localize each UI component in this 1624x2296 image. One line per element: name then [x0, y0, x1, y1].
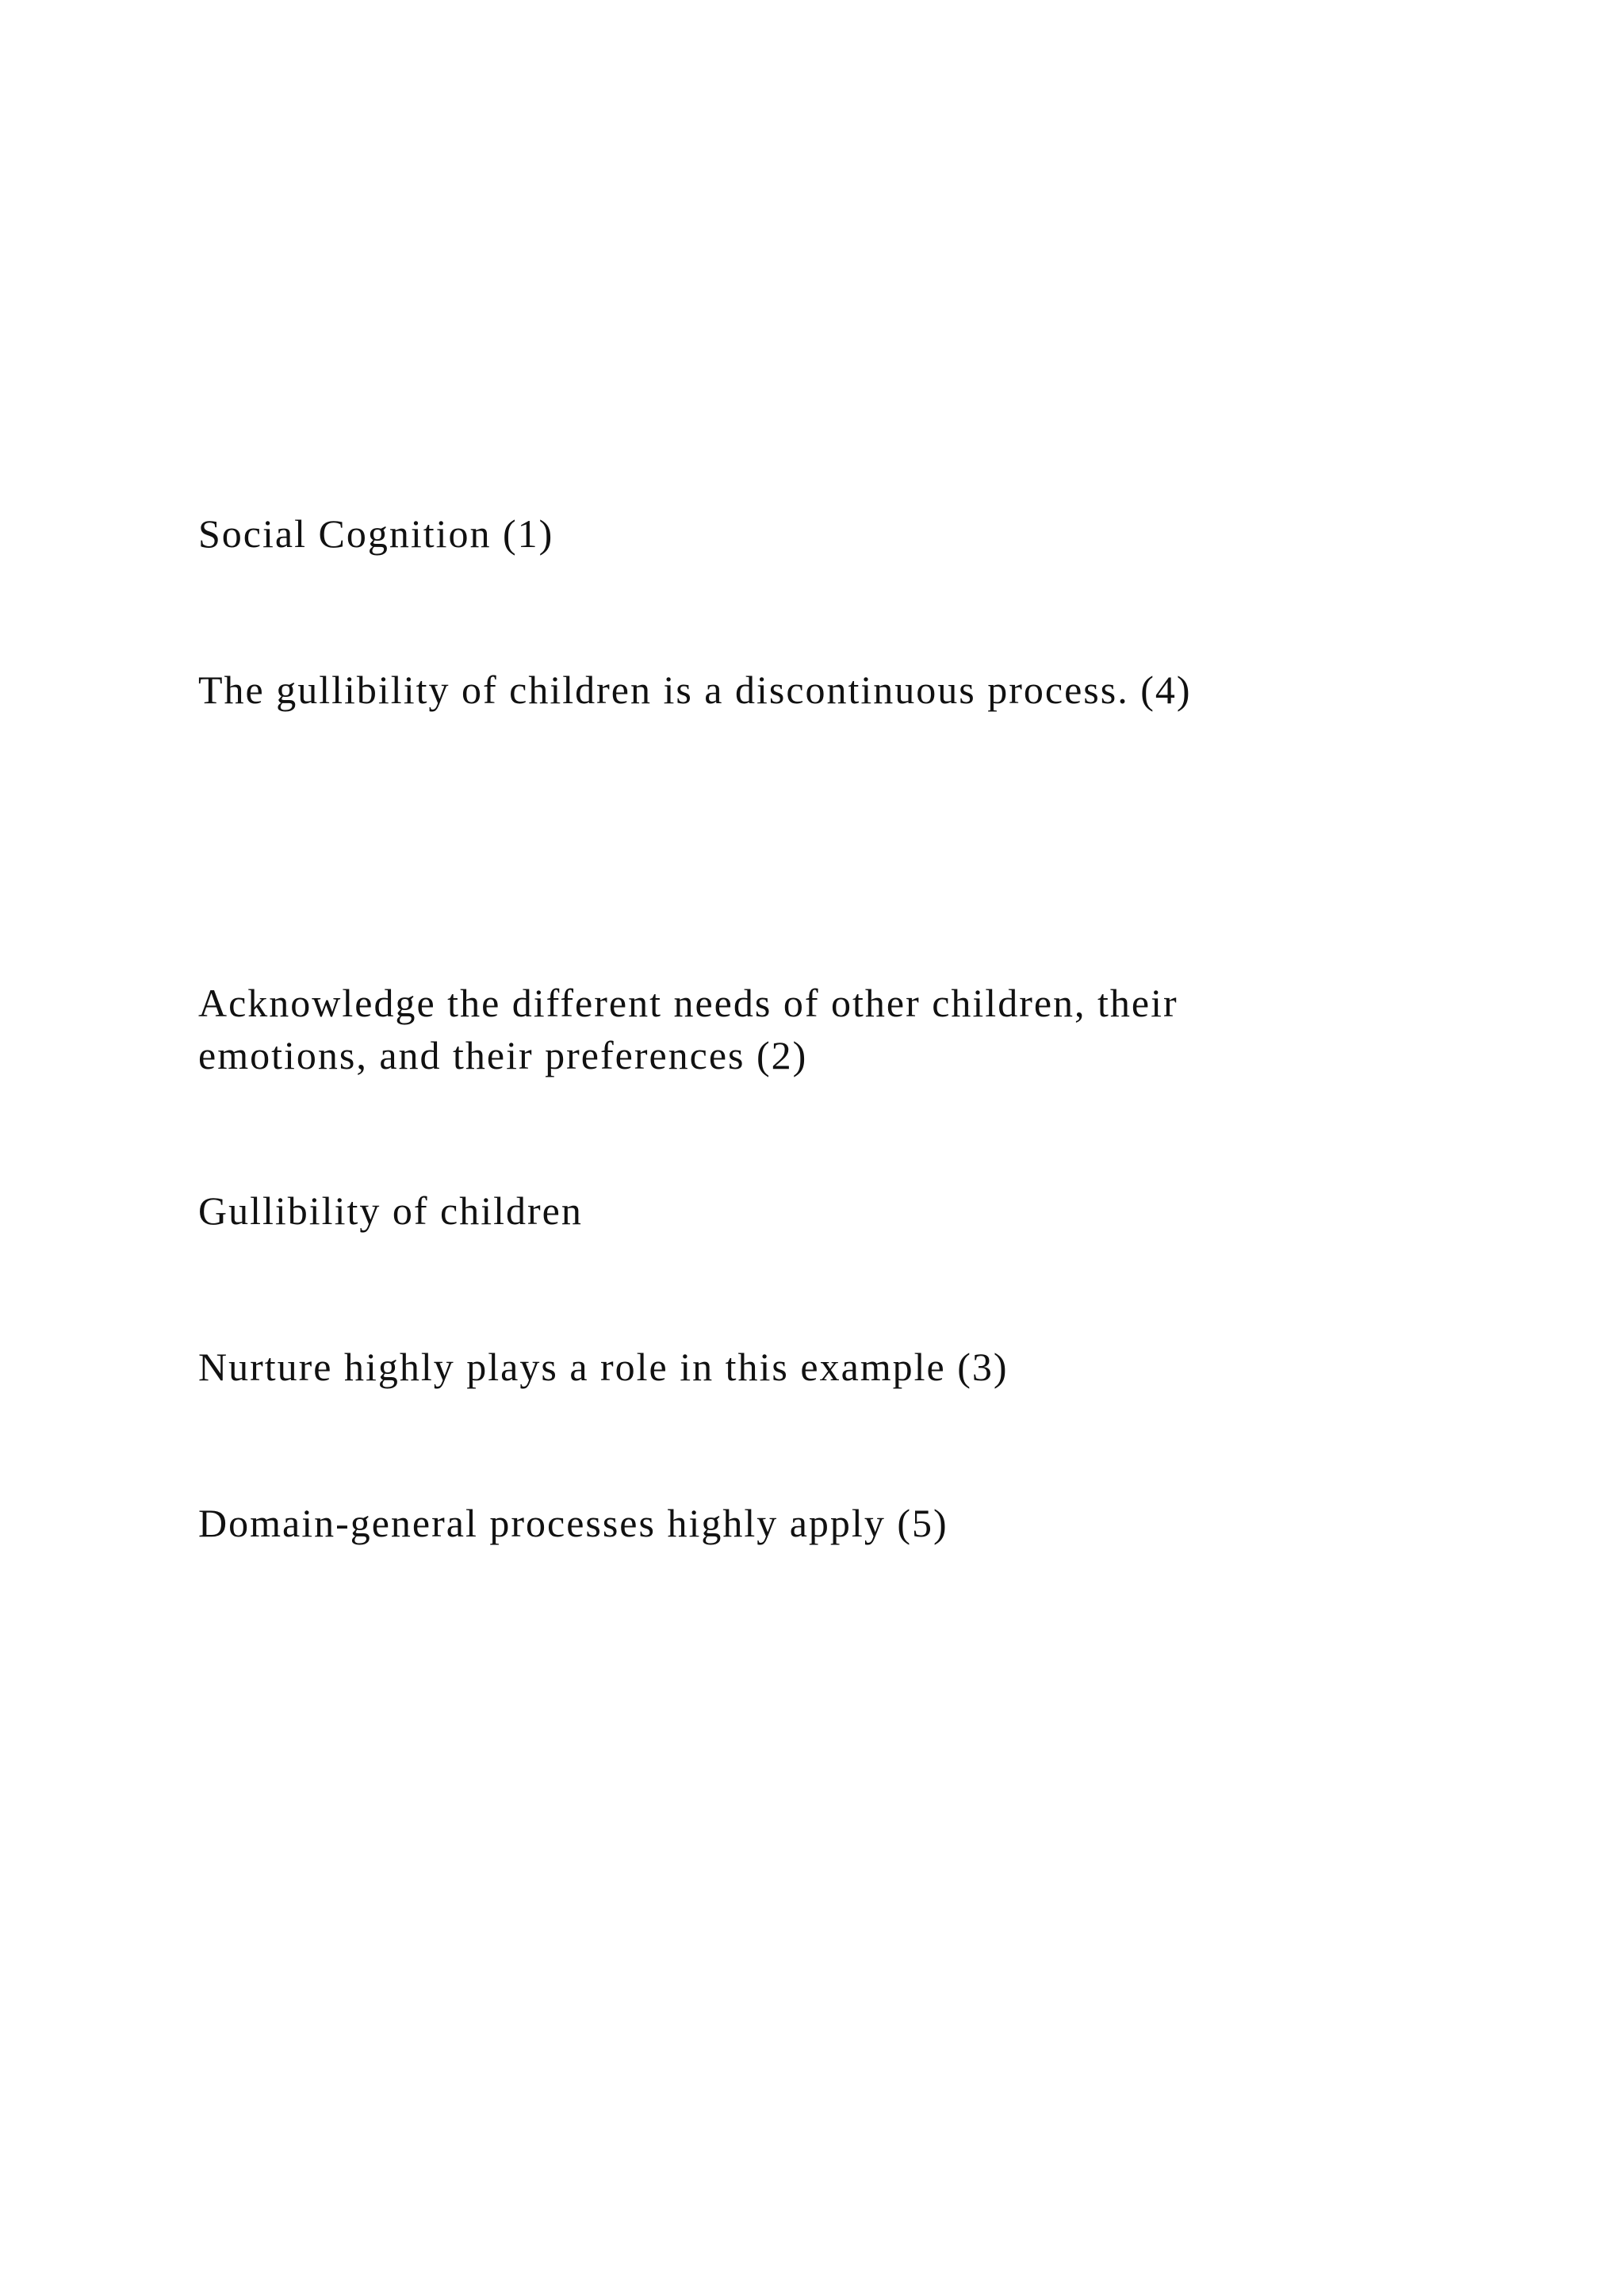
paragraph-acknowledge-needs: Acknowledge the different needs of other children, their emotions, and their preferences (2)	[198, 981, 1178, 1077]
paragraph-gullibility-discontinuous: The gullibility of children is a discontinuous process. (4)	[198, 668, 1192, 712]
paragraph-domain-general: Domain-general processes highly apply (5)	[198, 1501, 948, 1545]
paragraph-nurture-role: Nurture highly plays a role in this example (3)	[198, 1345, 1009, 1389]
paragraph-gullibility-of-children: Gullibility of children	[198, 1188, 583, 1233]
paragraph-social-cognition: Social Cognition (1)	[198, 511, 554, 556]
